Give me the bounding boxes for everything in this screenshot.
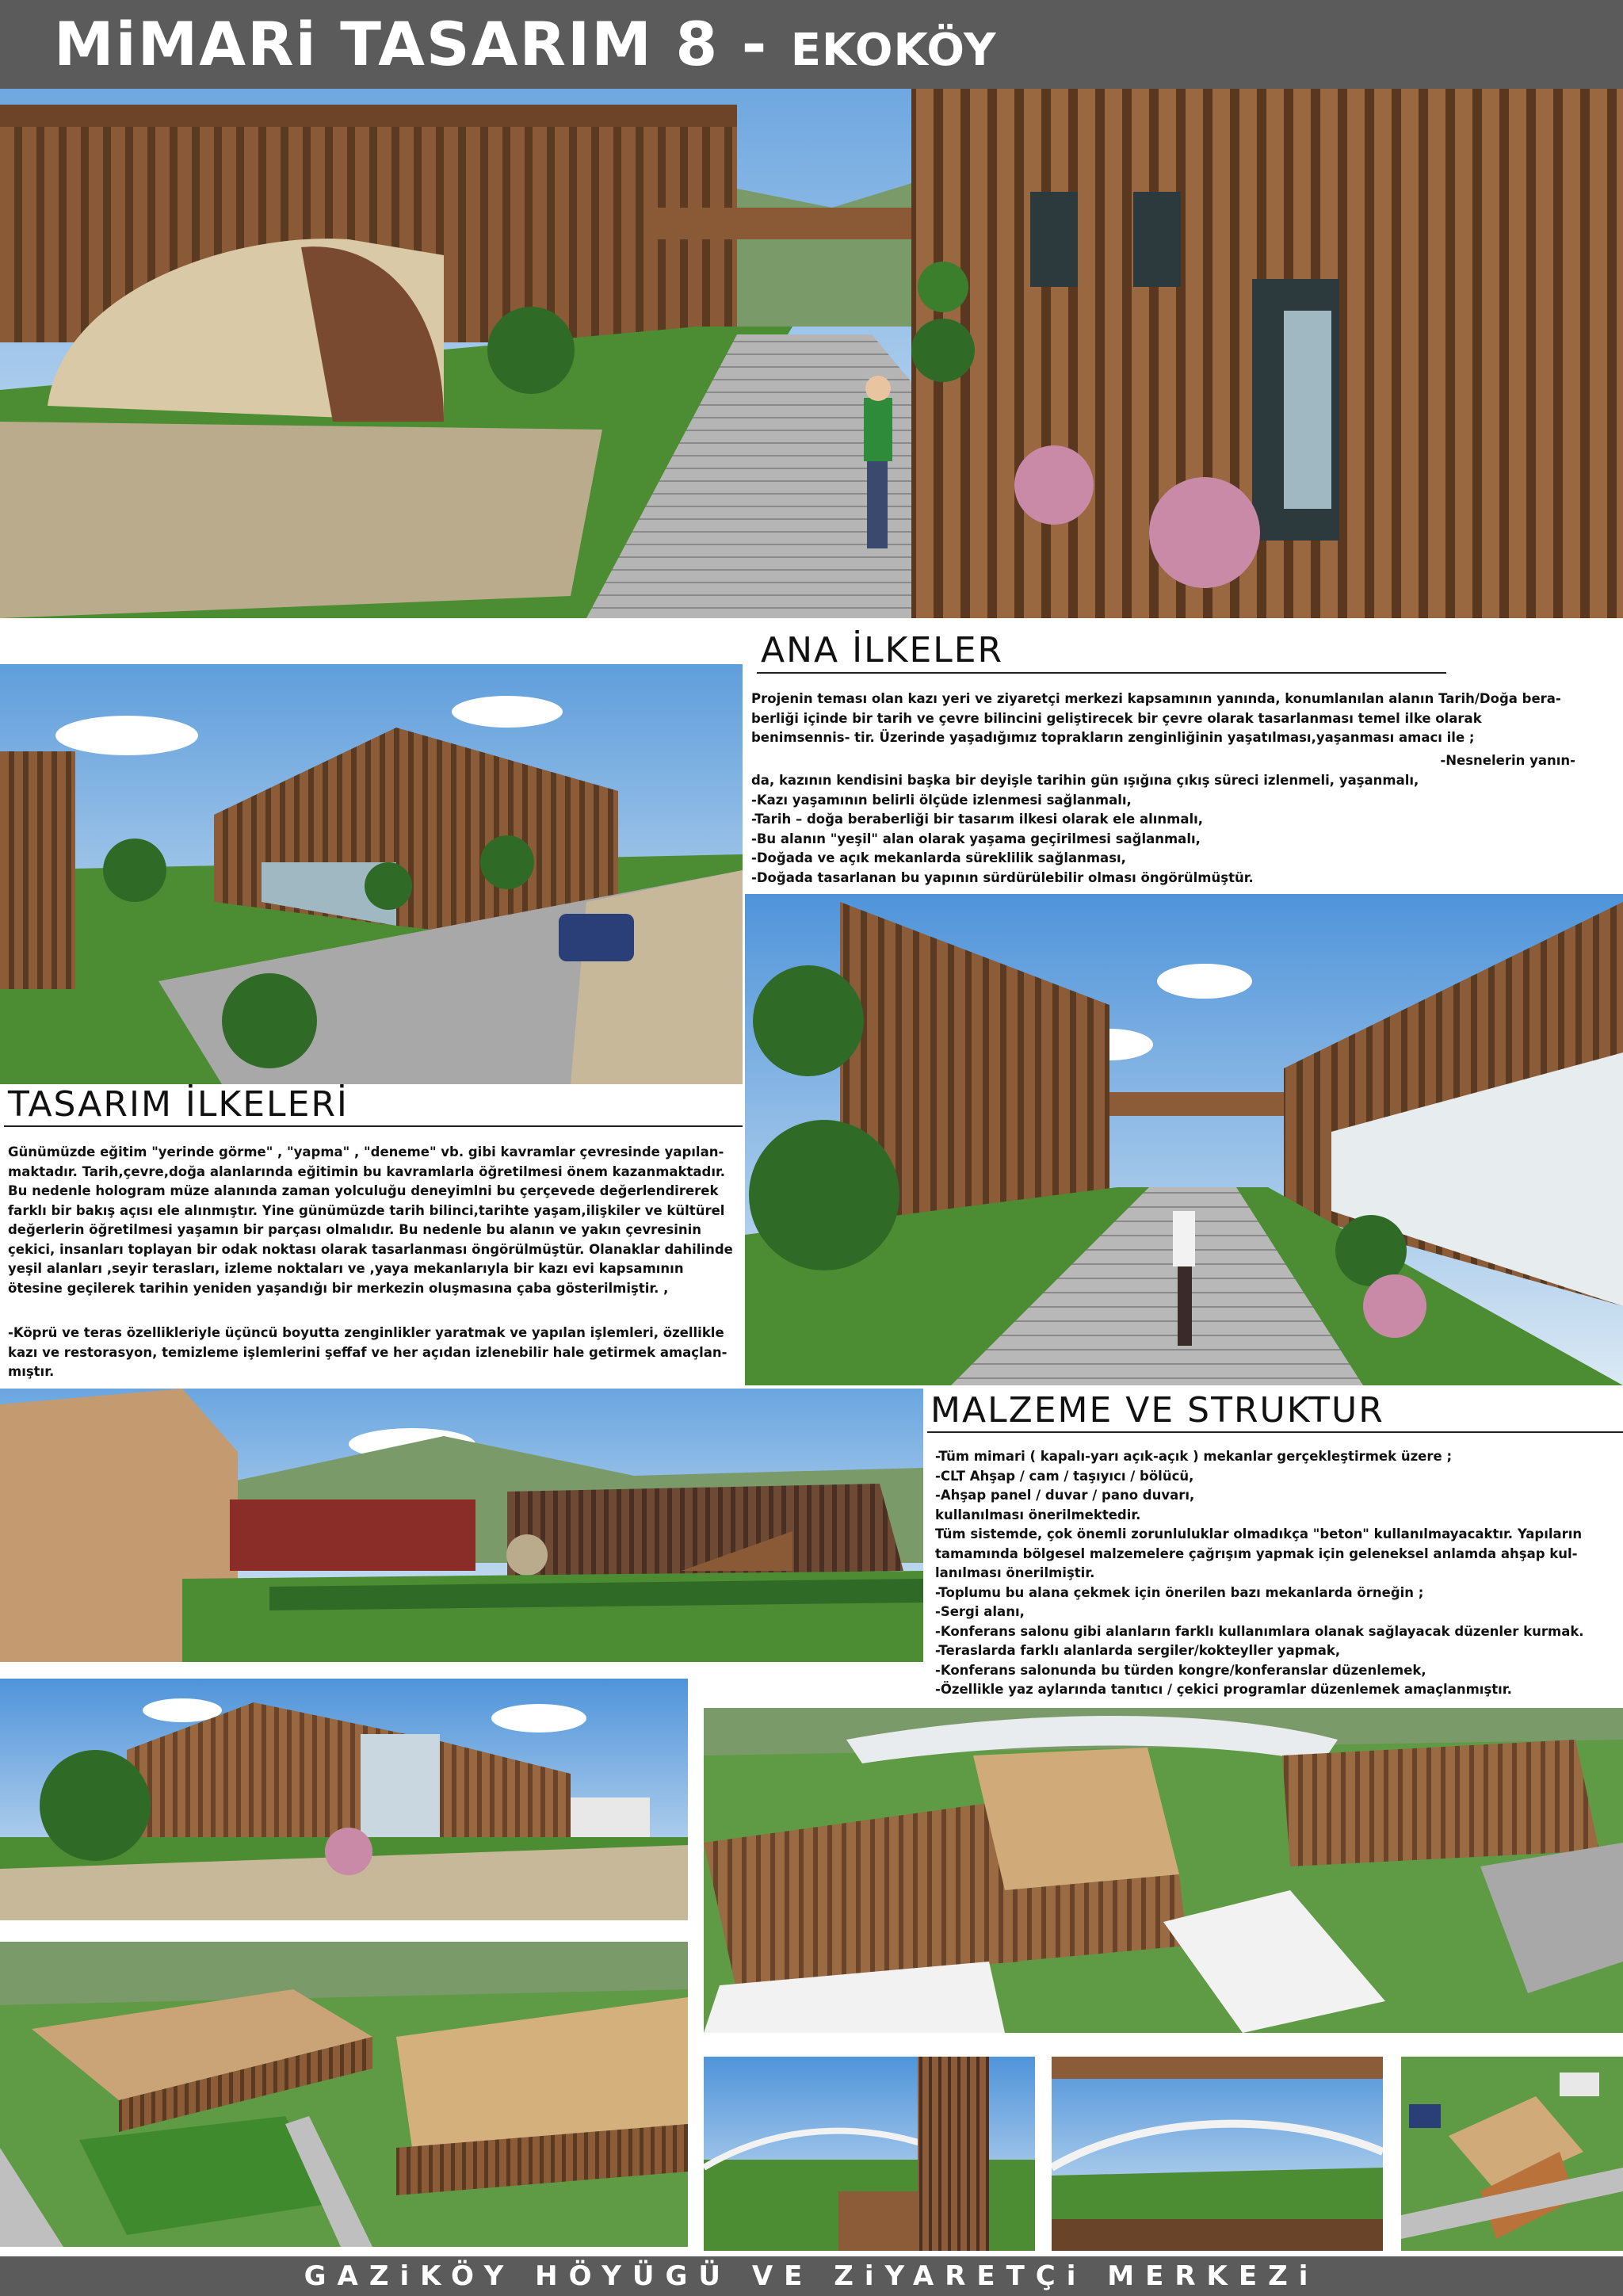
ana-ilkeler-heading: ANA İLKELER xyxy=(761,630,1004,670)
malzeme-heading: MALZEME VE STRUKTUR xyxy=(930,1390,1384,1431)
page-title: MiMARi TASARIM 8 - EKOKÖY xyxy=(54,9,997,79)
tasarim-ilkeleri-rule xyxy=(4,1125,743,1127)
list-item: -Doğada tasarlanan bu yapının sürdürülebilir olması öngörülmüştür. xyxy=(751,869,1254,885)
list-item: da, kazının kendisini başka bir deyişle tarihin gün ışığına çıkış süreci izlenmeli, yaşanmalı, xyxy=(751,773,1419,788)
malzeme-list xyxy=(935,1447,1609,1700)
ana-ilkeler-lead: -Nesnelerin yanın- xyxy=(1440,753,1575,768)
render-main-courtyard xyxy=(0,89,1623,618)
render-aerial-roof-view xyxy=(704,1708,1623,2033)
render-walkway-view xyxy=(745,894,1623,1385)
list-item: -Kazı yaşamının belirli ölçüde izlenmesi sağlanmalı, xyxy=(751,792,1132,808)
tasarim-ilkeleri-paragraph: Günümüzde eğitim "yerinde görme" , "yapma" , "deneme" vb. gibi kavramlar çevresinde yapılan- maktadır. Tarih,çevre,doğa alanlarında eğitimin bu kavramlarla öğretilmesi önem kazanmaktadır. Bu nedenle hologram müze alanında zaman yolculuğu deneyimlni bu çerçevede değerlendirerek farklı bir bakış açısı ele alınmıştır. Yine günümüzde tarih bilinci,tarihte yaşam,ilişkiler ve kültürel değerlerin öğretilmesi yaşamın bir parçası olmalıdır. Bu nedenle bu alanın ve yakın çevresinin çekici, insanları toplayan bir odak noktası olarak tasarlanması öngörülmüştür. Olanaklar dahilinde yeşil alanları ,seyir terasları, izleme noktaları ve ,yaya mekanlarıyla bir kazı evi kapsamının ötesine geçilerek tarihin yeniden yaşandığı bir merkezin oluşmasına çaba gösterilmiştir. , xyxy=(8,1144,733,1296)
render-thumb-3 xyxy=(1401,2057,1623,2251)
list-item: -Tüm mimari ( kapalı-yarı açık-açık ) mekanlar gerçekleştirmek üzere ; xyxy=(935,1449,1453,1464)
render-parking-view xyxy=(0,664,743,1084)
footer-title: GAZiKÖY HÖYÜGÜ VE ZiYARETÇi MERKEZi xyxy=(304,2260,1319,2292)
list-item: Tüm sistemde, çok önemli zorunluluklar olmadıkça "beton" kullanılmayacaktır. Yapıların tamamında bölgesel malzemelere çağrışım yapmak için geleneksel anlamda ahşap kul- lanılması önerilmiştir. xyxy=(935,1526,1583,1580)
list-item: -Toplumu bu alana çekmek için önerilen bazı mekanlarda örneğin ; xyxy=(935,1584,1424,1600)
ana-ilkeler-rule xyxy=(757,672,1446,674)
tasarim-ilkeleri-heading: TASARIM İLKELERİ xyxy=(8,1084,349,1125)
list-item: -Konferans salonunda bu türden kongre/konferanslar düzenlemek, xyxy=(935,1662,1426,1678)
render-lawn-view xyxy=(0,1389,923,1662)
ana-ilkeler-intro: Projenin teması olan kazı yeri ve ziyaretçi merkezi kapsamının yanında, konumlanılan alanın Tarih/Doğa bera- berliği içinde bir tarih ve çevre bilincini geliştirecek bir çevre olarak tasarlanması temel ilke olarak benimsennis- tir. Üzerinde yaşadığımız toprakların zenginliğinin yaşatılması,yaşanması amacı ile ; xyxy=(751,691,1561,745)
render-entrance-view xyxy=(0,1679,688,1920)
list-item: -Bu alanın "yeşil" alan olarak yaşama geçirilmesi sağlanmalı, xyxy=(751,831,1201,846)
list-item: -Ahşap panel / duvar / pano duvarı, xyxy=(935,1488,1195,1503)
page-subtitle: EKOKÖY xyxy=(790,25,997,76)
tasarim-ilkeleri-paragraph-2: -Köprü ve teras özellikleriyle üçüncü boyutta zenginlikler yaratmak ve yapılan işlemleri, özellikle kazı ve restorasyon, temizleme işlemlerini şeffaf ve her açıdan izlenebilir hale getirmek amaçlan- mıştır. xyxy=(8,1325,727,1379)
list-item: kullanılması önerilmektedir. xyxy=(935,1507,1141,1522)
list-item: -Doğada ve açık mekanlarda süreklilik sağlanması, xyxy=(751,850,1126,865)
render-thumb-2 xyxy=(1052,2057,1383,2251)
malzeme-rule xyxy=(927,1431,1623,1433)
list-item: -CLT Ahşap / cam / taşıyıcı / bölücü, xyxy=(935,1468,1194,1484)
list-item: -Sergi alanı, xyxy=(935,1604,1025,1619)
list-item: -Özellikle yaz aylarında tanıtıcı / çekici programlar düzenlemek amaçlanmıştır. xyxy=(935,1682,1512,1697)
list-item: -Konferans salonu gibi alanların farklı kullanımlara olanak sağlayacak düzenler kurmak. xyxy=(935,1623,1584,1639)
render-aerial-terrace-view xyxy=(0,1942,688,2247)
list-item: -Teraslarda farklı alanlarda sergiler/kokteyller yapmak, xyxy=(935,1643,1341,1658)
list-item: -Tarih – doğa beraberliği bir tasarım ilkesi olarak ele alınmalı, xyxy=(751,812,1204,827)
ana-ilkeler-list xyxy=(751,771,1583,888)
render-thumb-1 xyxy=(704,2057,1035,2251)
